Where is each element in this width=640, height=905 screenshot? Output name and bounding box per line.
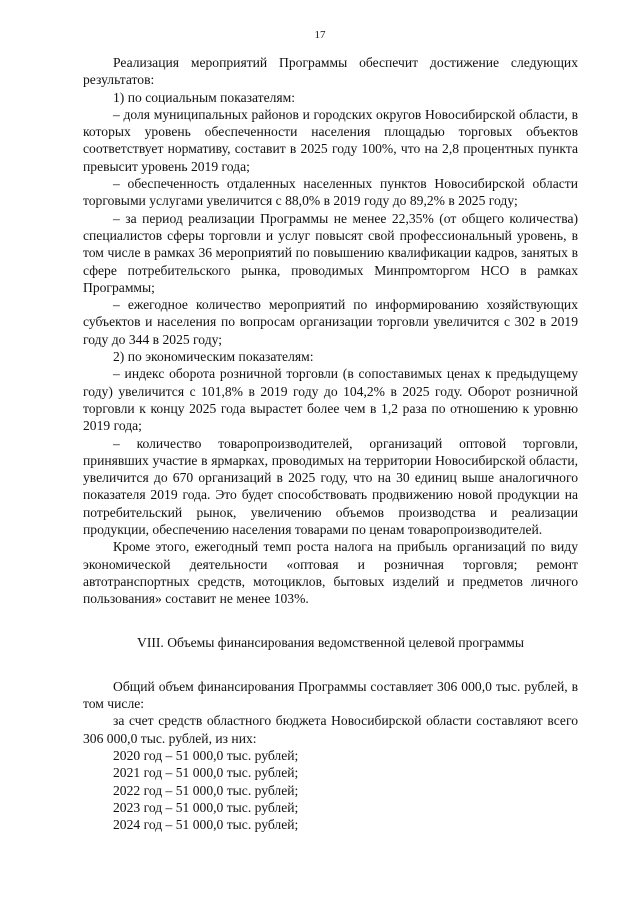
social-item: – за период реализации Программы не менее 22,35% (от общего количества) специалистов сферы торговли и услуг повысят свой профессиональный уровень, в том числе в рамках 36 мероприятий по повышению квалификации кадров, занятых в сфере потребительского рынка, проводимых Минпромторгом НСО в рамках Программы; xyxy=(83,210,578,295)
document-body xyxy=(83,54,578,833)
economic-item: – количество товаропроизводителей, организаций оптовой торговли, принявших участие в ярмарках, проводимых на территории Новосибирской области, увеличится до 670 организаций в 2025 году, что на 30 единиц выше аналогичного показателя 2019 года. Это будет способствовать продвижению новой продукции на потребительский рынок, увеличению объемов производства и реализации продукции, обеспечению населения товарами по ценам товаропроизводителей. xyxy=(83,435,578,538)
economic-item: – индекс оборота розничной торговли (в сопоставимых ценах к предыдущему году) увеличится с 101,8% в 2019 году до 104,2% в 2025 году. Оборот розничной торговли к концу 2025 года вырастет более чем в 1,2 раза по отношению к уровню 2019 года; xyxy=(83,366,578,434)
funding-year-item: 2023 год – 51 000,0 тыс. рублей; xyxy=(113,799,299,815)
funding-year-item: 2021 год – 51 000,0 тыс. рублей; xyxy=(113,765,299,781)
tax-paragraph: Кроме этого, ежегодный темп роста налога на прибыль организаций по виду экономической деятельности «оптовая и розничная торговля; ремонт автотранспортных средств, мотоциклов, бытовых изделий и предметов личного пользования» составит не менее 103%. xyxy=(83,539,578,607)
funding-year-item: 2020 год – 51 000,0 тыс. рублей; xyxy=(113,747,299,763)
funding-year-item: 2024 год – 51 000,0 тыс. рублей; xyxy=(113,817,299,833)
funding-regional: за счет средств областного бюджета Новосибирской области составляют всего 306 000,0 тыс. рублей, из них: xyxy=(83,713,578,746)
page-number: 17 xyxy=(314,29,326,41)
social-item: – обеспеченность отдаленных населенных пунктов Новосибирской области торговыми услугами увеличится с 88,0% в 2019 году до 89,2% в 2025 году; xyxy=(83,176,578,209)
social-item: – ежегодное количество мероприятий по информированию хозяйствующих субъектов и населения по вопросам организации торговли увеличится с 302 в 2019 году до 344 в 2025 году; xyxy=(83,297,578,347)
section-heading: VIII. Объемы финансирования ведомственной целевой программы xyxy=(137,634,524,650)
results-intro: Реализация мероприятий Программы обеспечит достижение следующих результатов: xyxy=(83,55,578,88)
funding-total: Общий объем финансирования Программы составляет 306 000,0 тыс. рублей, в том числе: xyxy=(83,678,578,712)
social-heading: 1) по социальным показателям: xyxy=(113,89,296,105)
funding-year-item: 2022 год – 51 000,0 тыс. рублей; xyxy=(113,782,299,798)
economic-heading: 2) по экономическим показателям: xyxy=(113,349,314,365)
social-item: – доля муниципальных районов и городских округов Новосибирской области, в которых уровень обеспеченности населения площадью торговых объектов соответствует нормативу, составит в 2025 году 100%, что на 2,8 процентных пункта превысит уровень 2019 года; xyxy=(83,106,578,174)
